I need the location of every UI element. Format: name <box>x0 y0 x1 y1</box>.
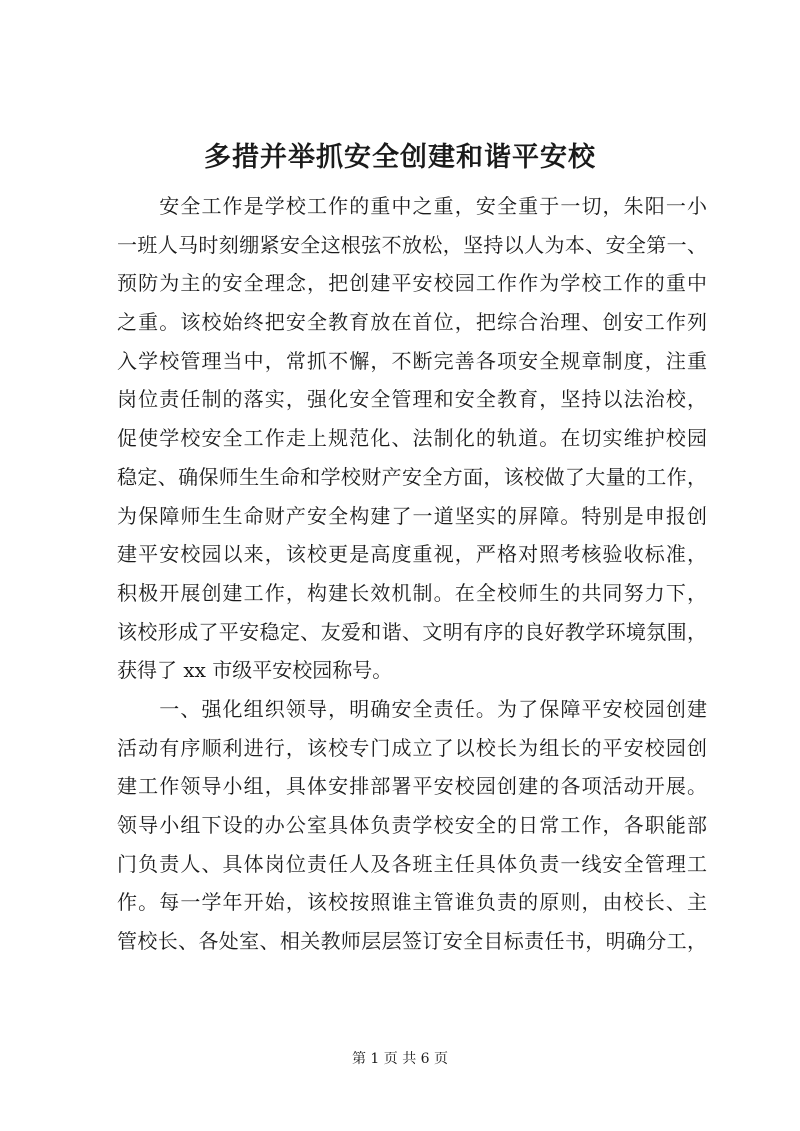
paragraph-line: 安全工作是学校工作的重中之重，安全重于一切，朱阳一小 <box>117 194 707 218</box>
paragraph-line: 一班人马时刻绷紧安全这根弦不放松，坚持以人为本、安全第一、 <box>117 232 707 257</box>
paragraph-line: 入学校管理当中，常抓不懈，不断完善各项安全规章制度，注重 <box>117 348 707 373</box>
paragraph-line: 稳定、确保师生生命和学校财产安全方面，该校做了大量的工作， <box>117 464 707 489</box>
paragraph-line: 活动有序顺利进行，该校专门成立了以校长为组长的平安校园创 <box>117 735 707 760</box>
paragraph-line: 积极开展创建工作，构建长效机制。在全校师生的共同努力下， <box>117 580 707 605</box>
paragraph-1 <box>117 187 707 690</box>
paragraph-line: 预防为主的安全理念，把创建平安校园工作作为学校工作的重中 <box>117 271 707 296</box>
paragraph-line: 获得了 xx 市级平安校园称号。 <box>117 658 393 683</box>
paragraph-line: 管校长、各处室、相关教师层层签订安全目标责任书，明确分工， <box>117 929 707 954</box>
paragraph-line: 岗位责任制的落实，强化安全管理和安全教育，坚持以法治校， <box>117 387 707 412</box>
paragraph-line: 建平安校园以来，该校更是高度重视，严格对照考核验收标准， <box>117 542 707 567</box>
document-title: 多措并举抓安全创建和谐平安校 <box>204 142 596 173</box>
page-number-footer: 第 1 页 共 6 页 <box>351 1051 449 1067</box>
paragraph-line: 之重。该校始终把安全教育放在首位，把综合治理、创安工作列 <box>117 310 707 335</box>
document-body <box>117 187 707 961</box>
paragraph-line: 该校形成了平安稳定、友爱和谐、文明有序的良好教学环境氛围， <box>117 619 707 644</box>
paragraph-line: 促使学校安全工作走上规范化、法制化的轨道。在切实维护校园 <box>117 426 707 451</box>
paragraph-line: 为保障师生生命财产安全构建了一道坚实的屏障。特别是申报创 <box>117 503 707 528</box>
paragraph-line: 领导小组下设的办公室具体负责学校安全的日常工作，各职能部 <box>117 813 707 837</box>
paragraph-2 <box>117 690 707 961</box>
paragraph-line: 建工作领导小组，具体安排部署平安校园创建的各项活动开展。 <box>117 774 707 799</box>
paragraph-line: 门负责人、具体岗位责任人及各班主任具体负责一线安全管理工 <box>117 851 707 876</box>
paragraph-line: 一、强化组织领导，明确安全责任。为了保障平安校园创建 <box>117 696 707 721</box>
paragraph-line: 作。每一学年开始，该校按照谁主管谁负责的原则，由校长、主 <box>117 890 707 915</box>
